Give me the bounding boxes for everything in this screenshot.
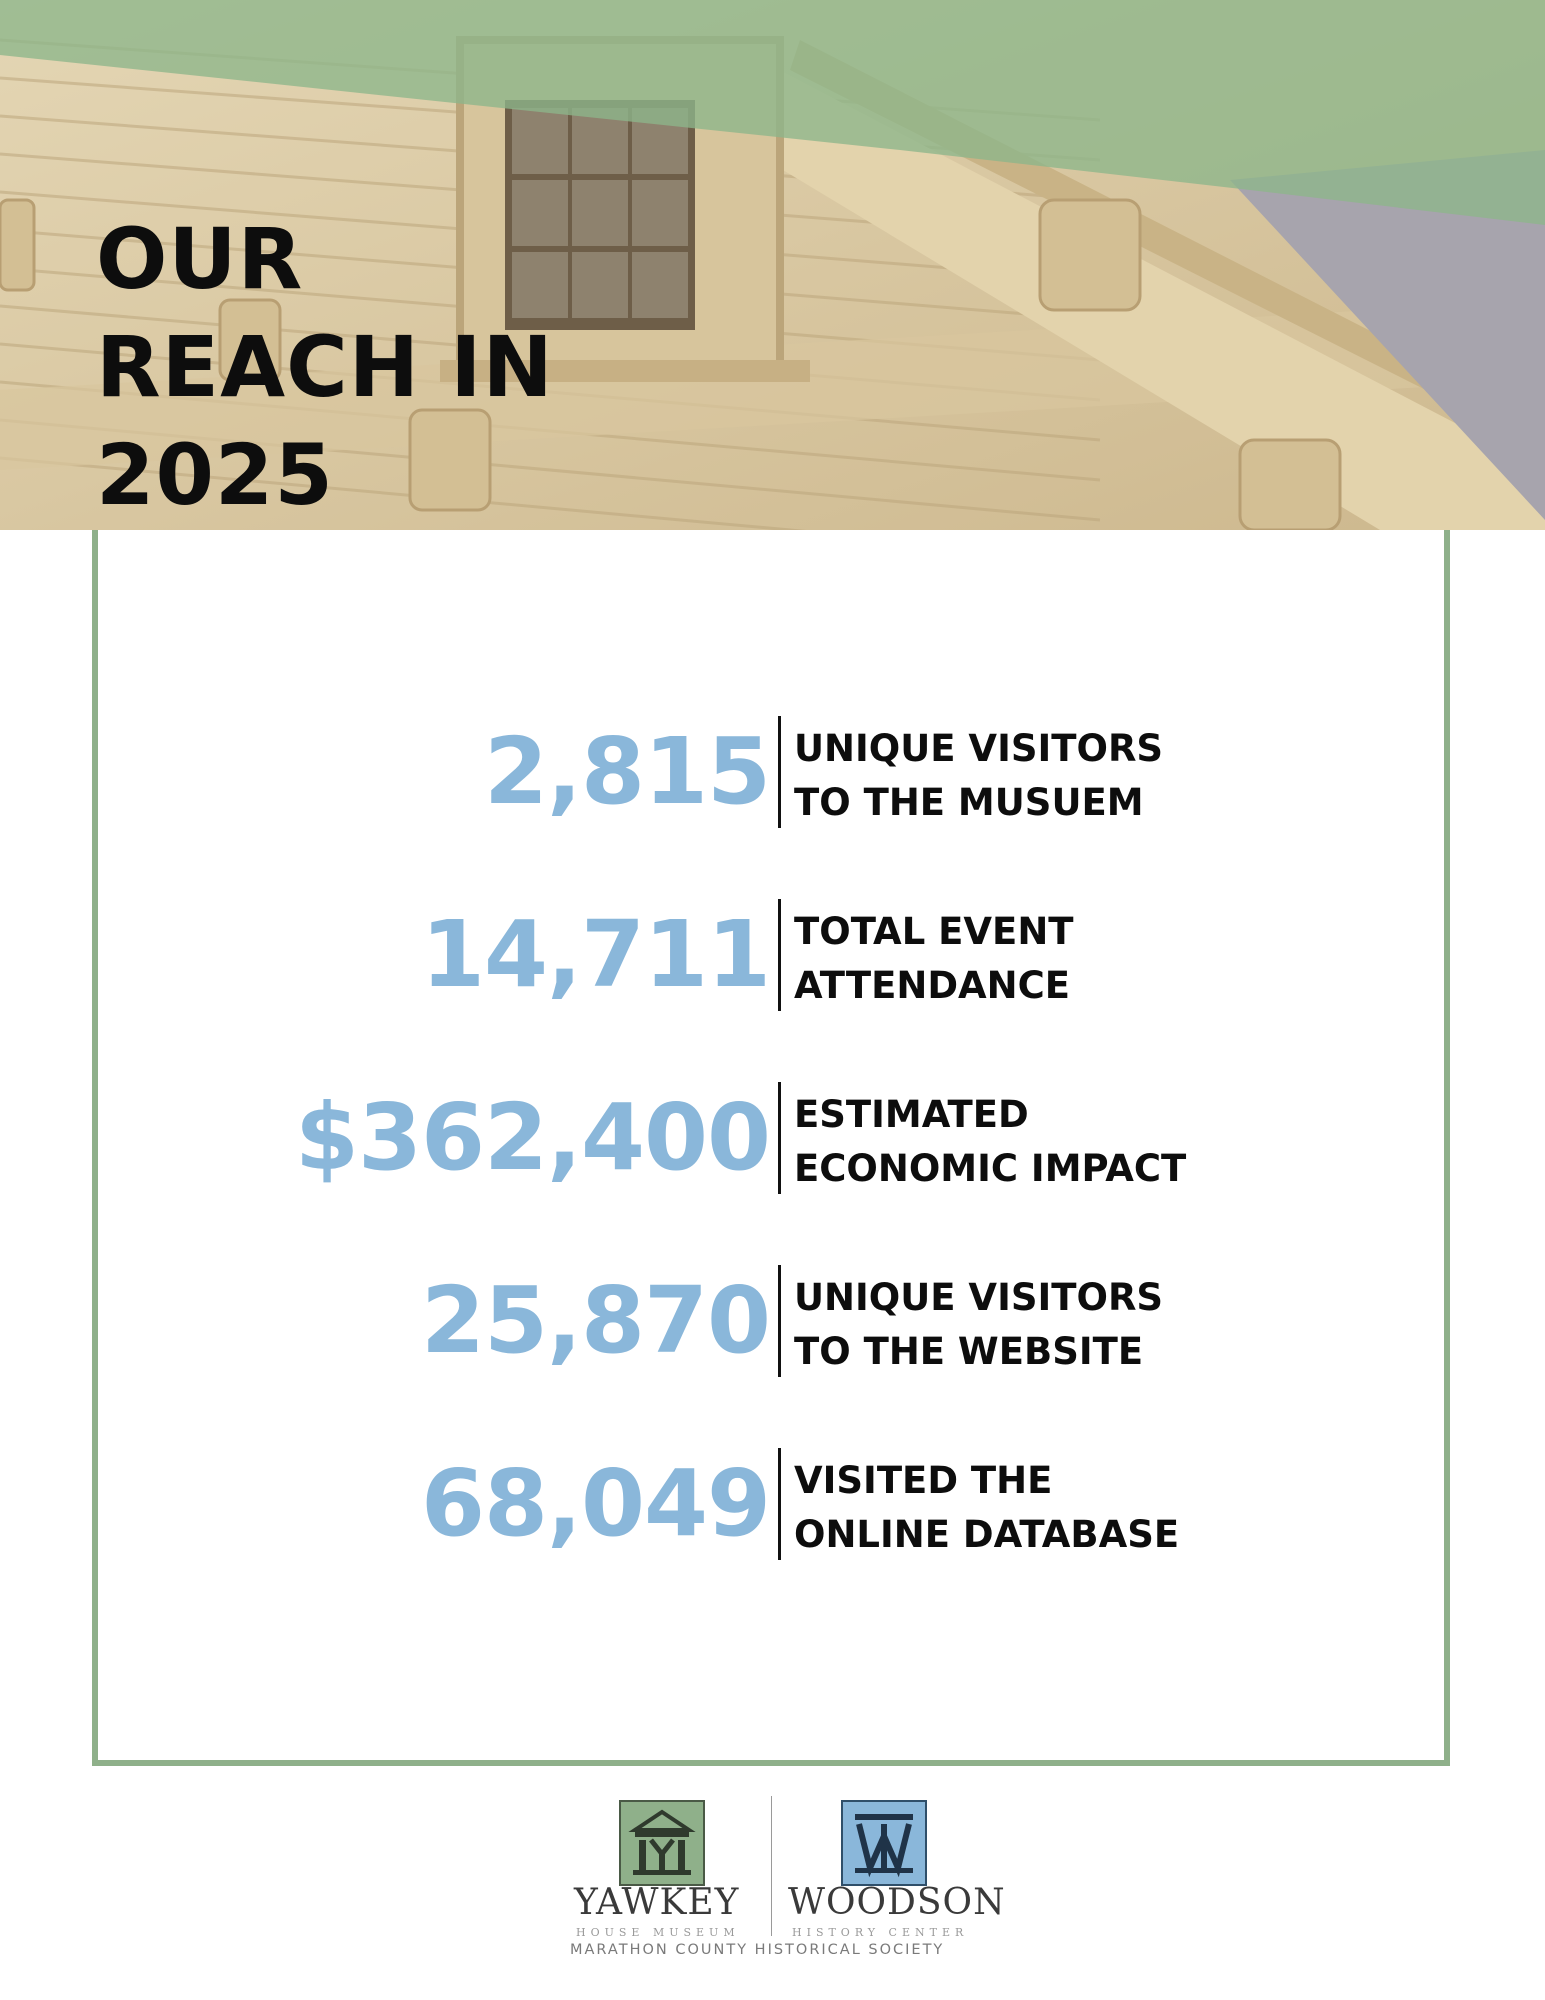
stat-label xyxy=(794,1271,1163,1379)
stat-museum-visitors xyxy=(0,716,1545,828)
yawkey-name: YAWKEY xyxy=(574,1882,740,1923)
stat-divider xyxy=(778,1265,781,1377)
woodson-subtitle: HISTORY CENTER xyxy=(792,1926,969,1939)
stat-label-line: TO THE WEBSITE xyxy=(794,1330,1144,1373)
page-title xyxy=(96,205,554,529)
yawkey-logo-icon xyxy=(619,1800,705,1886)
logo-divider xyxy=(771,1796,772,1936)
stat-website-visitors xyxy=(0,1265,1545,1377)
stat-label-line: ONLINE DATABASE xyxy=(794,1513,1180,1556)
stat-label-line: TOTAL EVENT xyxy=(794,910,1074,953)
stat-value: 14,711 xyxy=(420,901,770,1008)
yawkey-subtitle: HOUSE MUSEUM xyxy=(576,1926,740,1939)
woodson-name: WOODSON xyxy=(788,1882,1006,1923)
stat-label-line: TO THE MUSUEM xyxy=(794,781,1144,824)
title-line: OUR xyxy=(96,210,304,308)
stat-divider xyxy=(778,1082,781,1194)
woodson-logo-icon xyxy=(841,1800,927,1886)
stat-label xyxy=(794,1088,1186,1196)
stat-label-line: ECONOMIC IMPACT xyxy=(794,1147,1187,1190)
stat-label-line: UNIQUE VISITORS xyxy=(794,1276,1164,1319)
stat-value: $362,400 xyxy=(294,1084,770,1191)
title-line: 2025 xyxy=(96,426,334,524)
stat-label-line: UNIQUE VISITORS xyxy=(794,727,1164,770)
footer-logos xyxy=(560,1796,1006,1966)
stat-label xyxy=(794,905,1074,1013)
stat-divider xyxy=(778,716,781,828)
stat-economic-impact xyxy=(0,1082,1545,1194)
stat-label xyxy=(794,722,1163,830)
title-line: REACH IN xyxy=(96,318,554,416)
stat-database-visits xyxy=(0,1448,1545,1560)
stat-divider xyxy=(778,1448,781,1560)
stat-event-attendance xyxy=(0,899,1545,1011)
stat-value: 25,870 xyxy=(420,1267,770,1374)
stat-label-line: ATTENDANCE xyxy=(794,964,1071,1007)
stat-label-line: ESTIMATED xyxy=(794,1093,1029,1136)
stat-value: 68,049 xyxy=(420,1450,770,1557)
organization-name: MARATHON COUNTY HISTORICAL SOCIETY xyxy=(570,1942,945,1958)
header-photo xyxy=(0,0,1545,530)
stat-label xyxy=(794,1454,1179,1562)
stat-label-line: VISITED THE xyxy=(794,1459,1053,1502)
stat-divider xyxy=(778,899,781,1011)
stat-value: 2,815 xyxy=(483,718,770,825)
